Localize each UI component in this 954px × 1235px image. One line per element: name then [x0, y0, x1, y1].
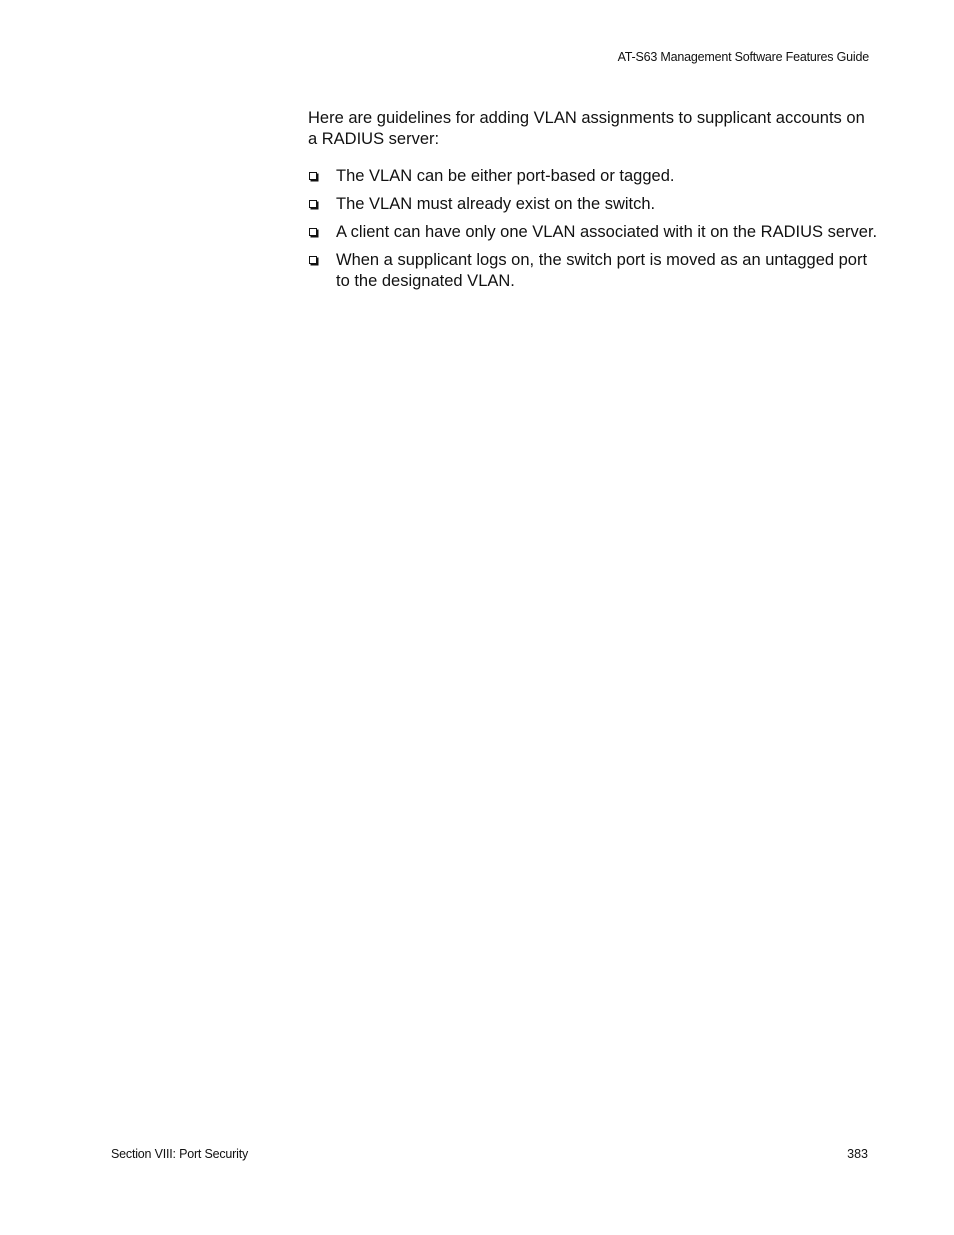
list-item: [308, 194, 878, 215]
list-item: [308, 222, 878, 243]
open-square-bullet-icon: [309, 200, 317, 208]
running-header: AT-S63 Management Software Features Guide: [617, 50, 869, 64]
open-square-bullet-icon: [309, 172, 317, 180]
list-item: [308, 250, 878, 292]
list-item-text: A client can have only one VLAN associated with it on the RADIUS server.: [336, 223, 878, 241]
page-content: [308, 108, 878, 299]
list-item-text: The VLAN must already exist on the switch.: [336, 195, 656, 213]
footer-section-title: Section VIII: Port Security: [111, 1147, 249, 1161]
list-item: [308, 166, 878, 187]
list-item-text: The VLAN can be either port-based or tagged.: [336, 167, 675, 185]
guidelines-list: [308, 166, 878, 292]
list-item-text: When a supplicant logs on, the switch port is moved as an untagged port to the designated VLAN.: [336, 251, 868, 290]
open-square-bullet-icon: [309, 256, 317, 264]
open-square-bullet-icon: [309, 228, 317, 236]
footer-page-number: 383: [847, 1147, 868, 1161]
intro-paragraph: Here are guidelines for adding VLAN assignments to supplicant accounts on a RADIUS server:: [308, 109, 865, 148]
